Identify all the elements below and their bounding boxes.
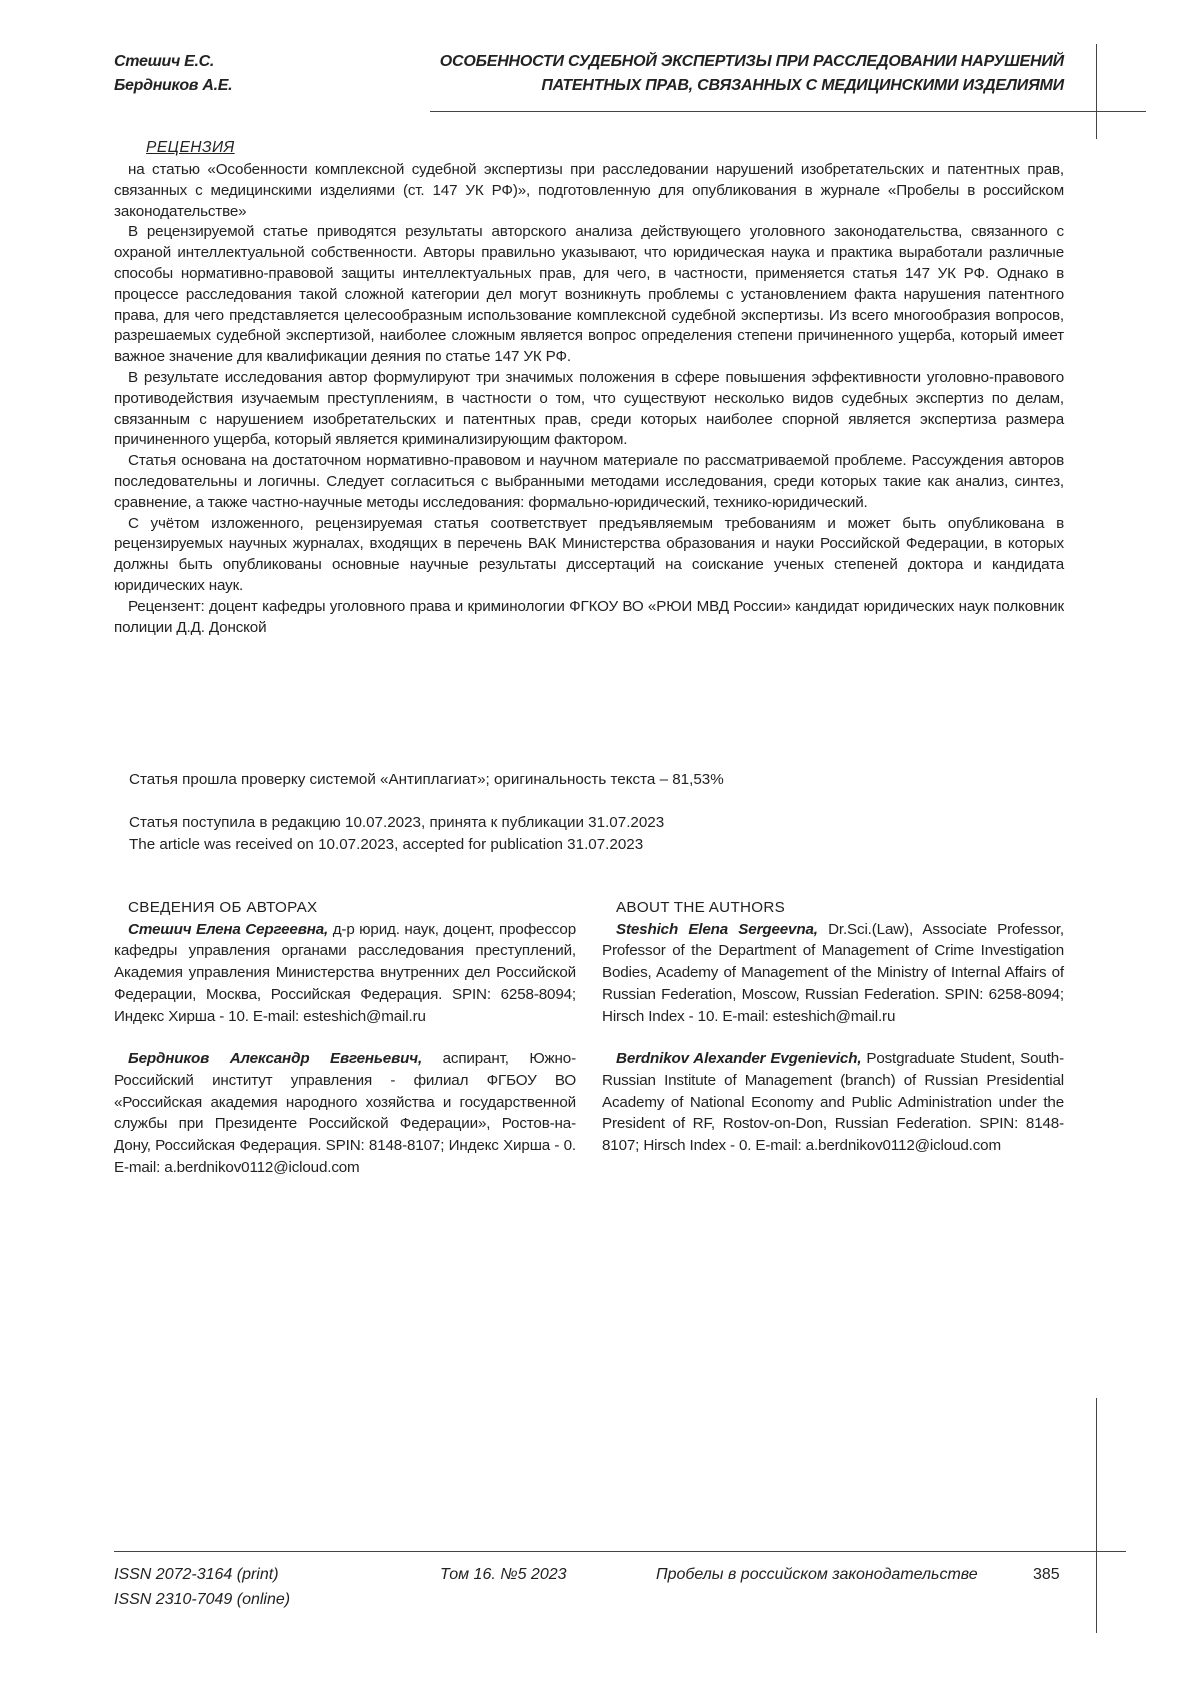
issn-block	[114, 1562, 290, 1612]
footer-divider	[114, 1551, 1126, 1552]
running-title-line: ПАТЕНТНЫХ ПРАВ, СВЯЗАННЫХ С МЕДИЦИНСКИМИ ИЗДЕЛИЯМИ	[304, 74, 1064, 98]
journal-name: Пробелы в российском законодательстве	[656, 1562, 978, 1587]
review-paragraph: С учётом изложенного, рецензируемая статья соответствует предъявляемым требованиям и может быть опубликована в рецензируемых научных журналах, входящих в перечень ВАК Министерства образования и науки Российской Федерации, в которых должны быть опубликованы основные научные результаты диссертаций на соискание ученых степеней доктора и кандидата юридических наук.	[114, 514, 1064, 597]
author-name: Steshich Elena Sergeevna,	[616, 921, 818, 938]
author-name: Стешич Елена Сергеевна,	[128, 921, 328, 938]
received-date-en: The article was received on 10.07.2023, accepted for publication 31.07.2023	[129, 834, 643, 856]
issn-print: ISSN 2072-3164 (print)	[114, 1562, 290, 1587]
author-details: Postgraduate Student, South-Russian Institute of Management (branch) of Russian Presidential Academy of National Economy and Public Administration under the President of RF, Rostov-on-Don, Russian Federation. SPIN: 8148-8107; Hirsch Index - 0. E-mail: a.berdnikov0112@icloud.com	[602, 1050, 1064, 1154]
authors-en-heading: ABOUT THE AUTHORS	[602, 897, 1064, 919]
review-body	[114, 160, 1064, 638]
review-paragraph: В рецензируемой статье приводятся результаты авторского анализа действующего уголовного законодательства, связанного с охраной интеллектуальной собственности. Авторы правильно указывают, что юридическая наука и практика выработали различные способы нормативно-правовой защиты интеллектуальных прав, для чего, в частности, применяется статья 147 УК РФ. Однако в процессе расследования такой сложной категории дел могут возникнуть проблемы с установлением факта нарушения патентного права, для чего представляется целесообразным использование комплексной судебной экспертизы. Из всего многообразия вопросов, разрешаемых судебной экспертизой, наиболее сложным является вопрос определения степени причиненного ущерба, который имеет важное значение для квалификации деяния по статье 147 УК РФ.	[114, 222, 1064, 368]
authors-en	[602, 897, 1064, 1178]
review-paragraph: В результате исследования автор формулируют три значимых положения в сфере повышения эффективности уголовно-правового противодействия изучаемым преступлениям, в частности о том, что существуют несколько видов судебных экспертиз по делам, связанным с нарушением изобретательских и патентных прав, среди которых наиболее спорной является экспертиза размера причиненного ущерба, который является криминализирующим фактором.	[114, 368, 1064, 451]
reviewer-info: Рецензент: доцент кафедры уголовного права и криминологии ФГКОУ ВО «РЮИ МВД России» кандидат юридических наук полковник полиции Д.Д. Донской	[114, 597, 1064, 639]
review-title: РЕЦЕНЗИЯ	[146, 139, 235, 157]
received-date-ru: Статья поступила в редакцию 10.07.2023, принята к публикации 31.07.2023	[129, 812, 664, 834]
authors-ru	[114, 897, 576, 1199]
issn-online: ISSN 2310-7049 (online)	[114, 1587, 290, 1612]
author-name: Бердников Александр Евгеньевич,	[128, 1050, 422, 1067]
author-entry	[602, 919, 1064, 1028]
page-number: 385	[1033, 1562, 1060, 1587]
running-title-line: ОСОБЕННОСТИ СУДЕБНОЙ ЭКСПЕРТИЗЫ ПРИ РАССЛЕДОВАНИИ НАРУШЕНИЙ	[304, 50, 1064, 74]
author-entry	[114, 1048, 576, 1178]
header-divider	[430, 111, 1146, 112]
header-vertical-rule	[1096, 44, 1097, 139]
footer-vertical-rule	[1096, 1398, 1097, 1633]
author-name: Berdnikov Alexander Evgenievich,	[616, 1050, 861, 1067]
author-details: д-р юрид. наук, доцент, профессор кафедры управления органами расследования преступлений, Академия управления Министерства внутренних дел Российской Федерации, Москва, Российская Федерация. SPIN: 6258-8094; Индекс Хирша - 10. E-mail: esteshich@mail.ru	[114, 921, 576, 1025]
header-authors	[114, 50, 232, 98]
author-entry	[114, 919, 576, 1028]
author-details: Dr.Sci.(Law), Associate Professor, Professor of the Department of Management of Crime Investigation Bodies, Academy of Management of the Ministry of Internal Affairs of Russian Federation, Moscow, Russian Federation. SPIN: 6258-8094; Hirsch Index - 10. E-mail: esteshich@mail.ru	[602, 921, 1064, 1025]
running-title	[304, 50, 1064, 98]
review-paragraph: на статью «Особенности комплексной судебной экспертизы при расследовании нарушений изобретательских и патентных прав, связанных с медицинскими изделиями (ст. 147 УК РФ)», подготовленную для опубликования в журнале «Пробелы в российском законодательстве»	[114, 160, 1064, 222]
header-author: Стешич Е.С.	[114, 50, 232, 74]
author-entry	[602, 1048, 1064, 1157]
review-paragraph: Статья основана на достаточном нормативно-правовом и научном материале по рассматриваемой проблеме. Рассуждения авторов последовательны и логичны. Следует согласиться с выбранными методами исследования, среди которых такие как анализ, синтез, сравнение, а также частно-научные методы исследования: формально-юридический, технико-юридический.	[114, 451, 1064, 513]
header-author: Бердников А.Е.	[114, 74, 232, 98]
author-details: аспирант, Южно-Российский институт управления - филиал ФГБОУ ВО «Российская академия народного хозяйства и государственной службы при Президенте Российской Федерации», Ростов-на-Дону, Российская Федерация. SPIN: 8148-8107; Индекс Хирша - 0. E-mail: a.berdnikov0112@icloud.com	[114, 1050, 576, 1176]
volume-issue: Том 16. №5 2023	[440, 1562, 567, 1587]
authors-ru-heading: СВЕДЕНИЯ ОБ АВТОРАХ	[114, 897, 576, 919]
antiplagiat-note: Статья прошла проверку системой «Антиплагиат»; оригинальность текста – 81,53%	[129, 769, 724, 791]
